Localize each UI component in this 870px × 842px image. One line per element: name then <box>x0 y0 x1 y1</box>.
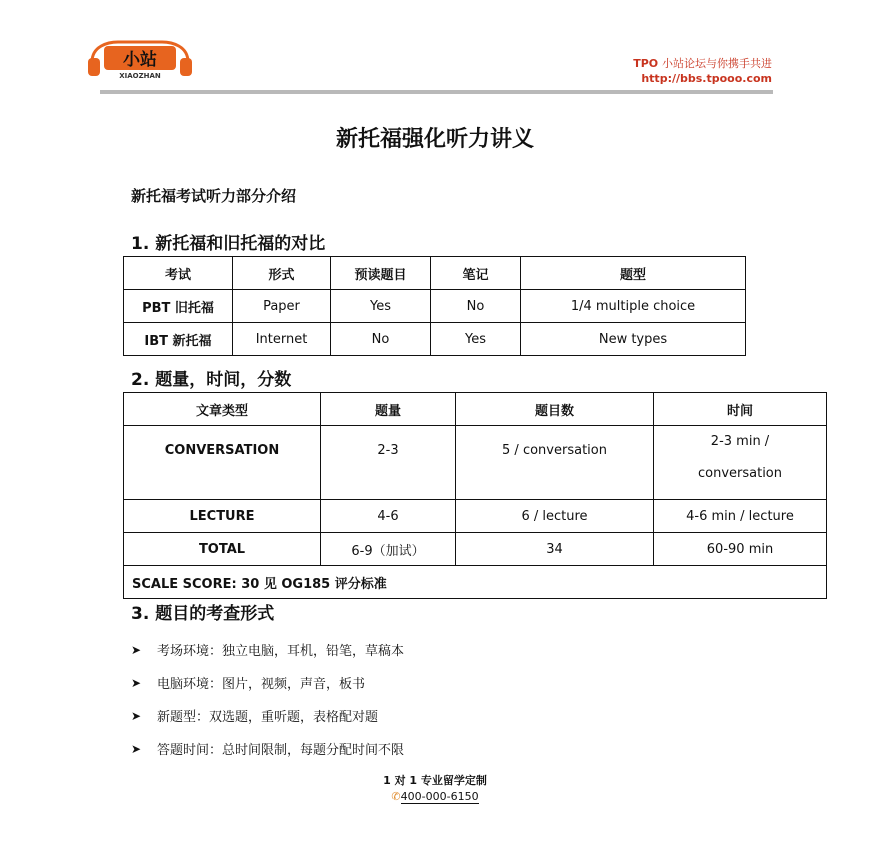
section1-heading: 1. 新托福和旧托福的对比 <box>131 234 326 254</box>
table-cell: Paper <box>233 290 331 323</box>
header-tagline <box>633 55 772 71</box>
table-cell: 5 / conversation <box>456 426 654 500</box>
table-header-row <box>124 393 827 426</box>
table-cell: 6-9（加试） <box>321 533 456 566</box>
section2-heading: 2. 题量，时间，分数 <box>131 370 292 390</box>
table-header-row <box>124 257 746 290</box>
table-cell: 34 <box>456 533 654 566</box>
list-item-text: 电脑环境：图片，视频，声音，板书 <box>157 677 366 692</box>
header-url[interactable]: http://bbs.tpooo.com <box>641 72 772 85</box>
arrow-bullet-icon: ➤ <box>131 708 142 723</box>
table-row <box>124 566 827 599</box>
list-item <box>131 666 404 699</box>
col-header: 预读题目 <box>331 257 431 290</box>
list-item-text: 考场环境：独立电脑，耳机，铅笔，草稿本 <box>157 644 405 659</box>
header-brand: TPO <box>633 57 659 70</box>
quantity-table <box>123 392 827 599</box>
intro-heading: 新托福考试听力部分介绍 <box>131 187 297 205</box>
table-cell: New types <box>521 323 746 356</box>
table-cell: 4-6 min / lecture <box>654 500 827 533</box>
table-cell: Yes <box>431 323 521 356</box>
list-item <box>131 633 404 666</box>
arrow-bullet-icon: ➤ <box>131 741 142 756</box>
score-note: SCALE SCORE: 30 见 OG185 评分标准 <box>124 566 827 599</box>
bullet-list <box>131 633 404 765</box>
table-cell: No <box>431 290 521 323</box>
col-header: 考试 <box>124 257 233 290</box>
phone-icon: ✆ <box>391 790 401 803</box>
list-item-text: 新题型：双选题，重听题，表格配对题 <box>157 710 379 725</box>
table-row <box>124 426 827 500</box>
table-cell: CONVERSATION <box>124 426 321 500</box>
logo-subtext: XIAOZHAN <box>119 72 161 80</box>
cell-line: 2-3 min / <box>710 434 770 449</box>
phone-number[interactable]: 400-000-6150 <box>400 790 479 803</box>
header-slogan: 小站论坛与你携手共进 <box>662 57 772 70</box>
footer-line: 1 对 1 专业留学定制 <box>383 774 487 787</box>
header-info <box>633 55 772 85</box>
table-cell: 1/4 multiple choice <box>521 290 746 323</box>
table-cell: No <box>331 323 431 356</box>
header-divider <box>100 90 773 94</box>
table-cell: LECTURE <box>124 500 321 533</box>
table-cell: Internet <box>233 323 331 356</box>
table-row <box>124 323 746 356</box>
table-cell: PBT 旧托福 <box>124 290 233 323</box>
table-cell: 4-6 <box>321 500 456 533</box>
table-cell: IBT 新托福 <box>124 323 233 356</box>
list-item <box>131 732 404 765</box>
col-header: 笔记 <box>431 257 521 290</box>
footer-phone <box>0 790 870 803</box>
table-cell <box>654 426 827 500</box>
arrow-bullet-icon: ➤ <box>131 642 142 657</box>
list-item <box>131 699 404 732</box>
cell-line: conversation <box>697 466 783 481</box>
table-row <box>124 500 827 533</box>
table-cell: 2-3 <box>321 426 456 500</box>
list-item-text: 答题时间：总时间限制，每题分配时间不限 <box>157 743 405 758</box>
xiaozhan-logo <box>88 40 192 80</box>
col-header: 题型 <box>521 257 746 290</box>
col-header: 题量 <box>321 393 456 426</box>
col-header: 形式 <box>233 257 331 290</box>
col-header: 题目数 <box>456 393 654 426</box>
comparison-table <box>123 256 746 356</box>
col-header: 时间 <box>654 393 827 426</box>
page-title: 新托福强化听力讲义 <box>335 127 534 152</box>
arrow-bullet-icon: ➤ <box>131 675 142 690</box>
col-header: 文章类型 <box>124 393 321 426</box>
table-row <box>124 533 827 566</box>
table-cell: TOTAL <box>124 533 321 566</box>
table-cell: 6 / lecture <box>456 500 654 533</box>
section3-heading: 3. 题目的考查形式 <box>131 604 275 624</box>
logo-text: 小站 <box>123 50 157 70</box>
table-row <box>124 290 746 323</box>
table-cell: 60-90 min <box>654 533 827 566</box>
table-cell: Yes <box>331 290 431 323</box>
